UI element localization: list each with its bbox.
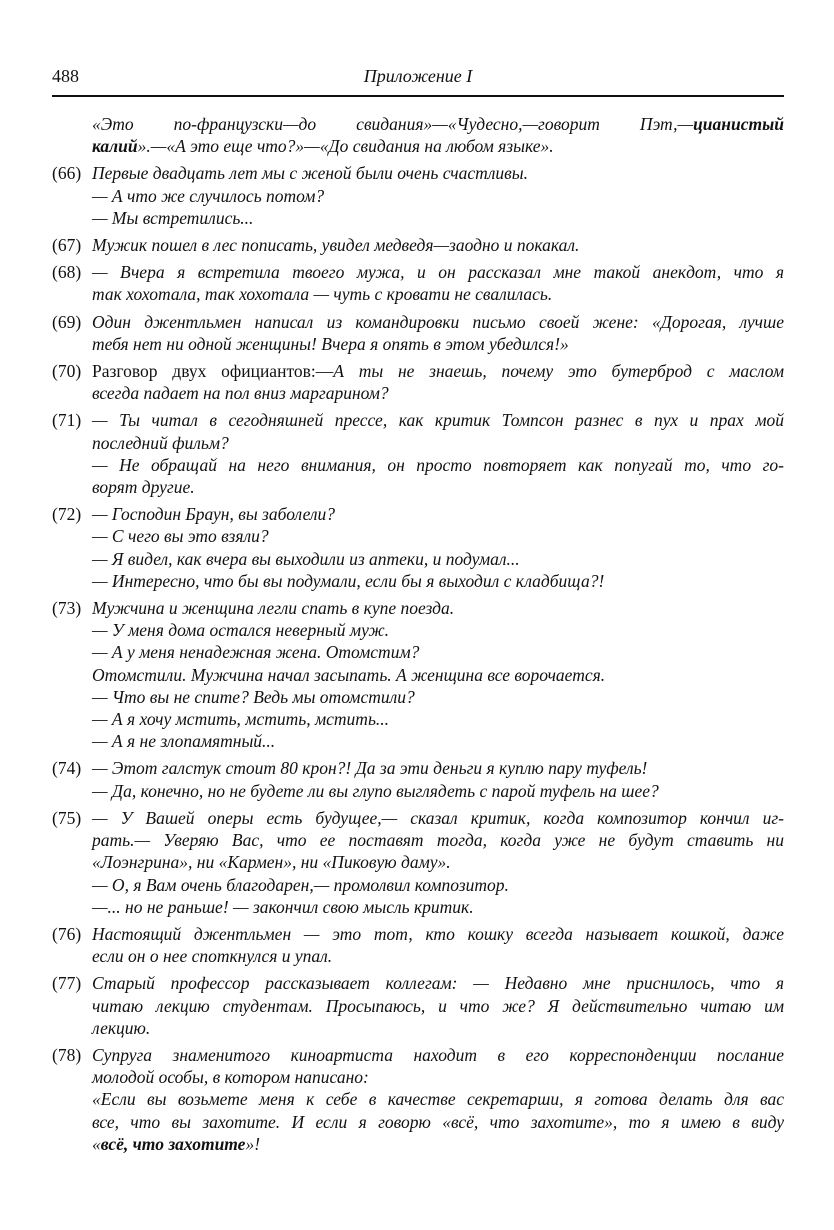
text-line [92, 807, 784, 829]
text-line [92, 1066, 784, 1088]
text-line [92, 1088, 784, 1110]
joke-item [52, 261, 784, 305]
text-span: — Что вы не спите? Ведь мы отомстили? [92, 686, 415, 707]
bold-text: всё, что захотите [100, 1133, 246, 1154]
text-span: — Этот галстук стоит 80 крон?! Да за эти деньги я куплю пару туфель! [92, 758, 648, 779]
text-line [92, 525, 784, 547]
text-line [92, 261, 784, 283]
text-span: — Интересно, что бы вы подумали, если бы я выходил с кладбища?! [92, 570, 605, 591]
text-line [92, 686, 784, 708]
joke-item [52, 757, 784, 801]
text-span: — Ты читал в сегодняшней прессе, как критик Томпсон разнес в пух и прах мой [92, 410, 784, 431]
text-span: Супруга знаменитого киноартиста находит в его корреспонденции послание [92, 1044, 784, 1065]
text-line [92, 641, 784, 663]
text-span: А ты не знаешь, почему это бутерброд с маслом [333, 361, 784, 382]
text-line [92, 570, 784, 592]
text-span: — А у меня ненадежная жена. Отомстим? [92, 642, 420, 663]
text-span: ».—«А это еще что?»—«До свидания на любом языке». [137, 136, 554, 157]
joke-item [52, 807, 784, 918]
joke-item [52, 234, 784, 256]
text-line [92, 1111, 784, 1133]
text-span: — У Вашей оперы есть будущее,— сказал критик, когда композитор кончил иг- [92, 807, 784, 828]
text-line [92, 923, 784, 945]
text-span: — Мы встретились... [92, 207, 254, 228]
text-span: тебя нет ни одной женщины! Вчера я опять в этом убедился!» [92, 333, 569, 354]
text-line [92, 432, 784, 454]
item-number: (77) [52, 973, 82, 994]
joke-item [52, 311, 784, 355]
joke-item [52, 923, 784, 967]
text-line [92, 1133, 784, 1155]
text-span: — А я не злопамятный... [92, 731, 276, 752]
item-number: (78) [52, 1044, 82, 1065]
item-number: (76) [52, 923, 82, 944]
text-span: — Господин Браун, вы заболели? [92, 504, 336, 525]
joke-item [52, 162, 784, 229]
item-number: (71) [52, 410, 82, 431]
bold-text: калий [92, 136, 138, 157]
text-span: Разговор двух официантов:— [92, 361, 334, 382]
running-title: Приложение I [363, 66, 473, 86]
text-line [92, 619, 784, 641]
text-line [92, 476, 784, 498]
text-line [92, 780, 784, 802]
joke-item [52, 597, 784, 752]
item-number: (72) [52, 504, 82, 525]
text-line [92, 548, 784, 570]
text-span: молодой особы, в котором написано: [92, 1067, 369, 1088]
text-line [92, 360, 784, 382]
text-span: Мужчина и женщина легли спать в купе поезда. [92, 598, 455, 619]
text-span: Отомстили. Мужчина начал засыпать. А женщина все ворочается. [92, 664, 606, 685]
text-span: — А я хочу мстить, мстить, мстить... [92, 709, 390, 730]
text-span: последний фильм? [92, 432, 229, 453]
item-number: (68) [52, 262, 82, 283]
text-line [92, 207, 784, 229]
text-span: все, что вы захотите. И если я говорю «всё, что захотите», то я имею в виду [92, 1111, 784, 1132]
text-line [92, 757, 784, 779]
text-line [92, 945, 784, 967]
text-span: ворят другие. [92, 477, 195, 498]
text-line [92, 730, 784, 752]
text-span: »! [245, 1133, 261, 1154]
text-span: — У меня дома остался неверный муж. [92, 620, 390, 641]
text-span: — С чего вы это взяли? [92, 526, 269, 547]
bold-text: цианистый [693, 114, 784, 134]
text-span: так хохотала, так хохотала — чуть с кровати не свалилась. [92, 284, 553, 305]
page-body [52, 113, 784, 1160]
text-line [92, 503, 784, 525]
text-span: — Да, конечно, но не будете ли вы глупо выглядеть с парой туфель на шее? [92, 780, 659, 801]
joke-item [52, 360, 784, 404]
text-line [92, 409, 784, 431]
text-line [92, 234, 784, 256]
text-line [92, 874, 784, 896]
joke-item [52, 1044, 784, 1155]
text-span: «Если вы возьмете меня к себе в качестве секретарши, я готова делать для вас [92, 1089, 784, 1110]
text-line [92, 311, 784, 333]
text-line [92, 283, 784, 305]
text-line [92, 995, 784, 1017]
item-number: (75) [52, 807, 82, 828]
text-span: Настоящий джентльмен — это тот, кто кошку всегда называет кошкой, даже [92, 923, 784, 944]
text-span: лекцию. [92, 1017, 151, 1038]
text-span: всегда падает на пол вниз маргарином? [92, 383, 389, 404]
text-line [92, 454, 784, 476]
text-span: — А что же случилось потом? [92, 185, 325, 206]
text-line [92, 1044, 784, 1066]
text-line [92, 382, 784, 404]
joke-item [52, 972, 784, 1039]
text-span: если он о нее споткнулся и упал. [92, 946, 333, 967]
text-span: — Не обращай на него внимания, он просто повторяет как попугай то, что го- [92, 454, 784, 475]
item-number: (74) [52, 758, 82, 779]
text-line [92, 135, 784, 157]
text-line [92, 829, 784, 851]
text-span: «Лоэнгрина», ни «Кармен», ни «Пиковую даму». [92, 852, 451, 873]
text-line [92, 972, 784, 994]
text-span: Первые двадцать лет мы с женой были очень счастливы. [92, 163, 528, 184]
joke-item [52, 409, 784, 498]
text-line [92, 664, 784, 686]
text-span: Один джентльмен написал из командировки письмо своей жене: «Дорогая, лучше [92, 311, 784, 332]
running-header [52, 66, 784, 90]
continued-paragraph [52, 113, 784, 157]
joke-item [52, 503, 784, 592]
text-line [92, 851, 784, 873]
text-span: «Это по-французски—до свидания»—«Чудесно,—говорит Пэт,— [92, 114, 694, 134]
text-span: « [92, 1133, 101, 1154]
text-line [92, 708, 784, 730]
text-span: — Вчера я встретила твоего мужа, и он рассказал мне такой анекдот, что я [92, 262, 784, 283]
text-span: — О, я Вам очень благодарен,— промолвил композитор. [92, 874, 509, 895]
text-line [92, 333, 784, 355]
text-span: —... но не раньше! — закончил свою мысль критик. [92, 896, 474, 917]
item-number: (69) [52, 311, 82, 332]
text-span: Мужик пошел в лес пописать, увидел медведя—заодно и покакал. [92, 235, 580, 256]
item-number: (73) [52, 598, 82, 619]
text-line [92, 1017, 784, 1039]
item-number: (70) [52, 361, 82, 382]
item-number: (67) [52, 235, 82, 256]
item-number: (66) [52, 163, 82, 184]
text-line [92, 896, 784, 918]
text-span: рать.— Уверяю Вас, что ее поставят тогда, когда уже не будут ставить ни [92, 830, 784, 851]
text-line [92, 597, 784, 619]
text-span: — Я видел, как вчера вы выходили из аптеки, и подумал... [92, 548, 520, 569]
page-number: 488 [52, 66, 79, 86]
text-line [92, 185, 784, 207]
text-span: Старый профессор рассказывает коллегам: — Недавно мне приснилось, что я [92, 973, 784, 994]
text-span: читаю лекцию студентам. Просыпаюсь, и что же? Я действительно читаю им [92, 995, 784, 1016]
text-line [92, 162, 784, 184]
header-rule [52, 95, 784, 97]
text-line [92, 113, 784, 135]
